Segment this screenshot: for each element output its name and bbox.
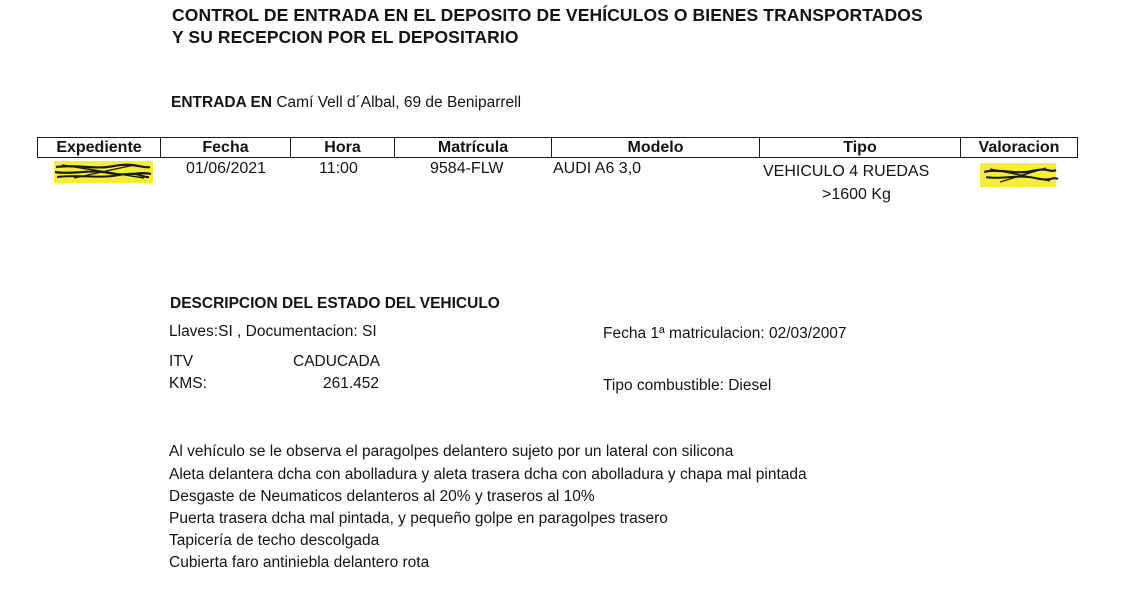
cell-hora: 11:00 [319, 160, 358, 177]
observacion-line: Tapicería de techo descolgada [169, 532, 380, 549]
observacion-line: Puerta trasera dcha mal pintada, y pequeño golpe en paragolpes trasero [169, 510, 668, 527]
entrada-line [171, 94, 521, 112]
header-modelo: Modelo [551, 137, 759, 158]
cell-modelo: AUDI A6 3,0 [553, 160, 642, 177]
observacion-line: Aleta delantera dcha con abolladura y aleta trasera dcha con abolladura y chapa mal pintada [169, 466, 807, 483]
entrada-label: ENTRADA EN [171, 94, 273, 111]
header-matricula: Matrícula [394, 137, 551, 158]
llaves-documentacion: Llaves:SI , Documentacion: SI [169, 323, 377, 340]
header-valoracion: Valoracion [960, 137, 1078, 158]
document-title-line1: CONTROL DE ENTRADA EN EL DEPOSITO DE VEHÍCULOS O BIENES TRANSPORTADOS [172, 5, 923, 25]
header-fecha: Fecha [160, 137, 290, 158]
document-title-line2: Y SU RECEPCION POR EL DEPOSITARIO [172, 27, 519, 47]
itv-value: CADUCADA [293, 353, 380, 370]
estado-title: DESCRIPCION DEL ESTADO DEL VEHICULO [170, 295, 500, 312]
observacion-line: Cubierta faro antiniebla delantero rota [169, 554, 430, 571]
observacion-line: Al vehículo se le observa el paragolpes delantero sujeto por un lateral con silicona [169, 443, 734, 460]
kms-label: KMS: [169, 375, 207, 392]
header-tipo: Tipo [759, 137, 960, 158]
cell-tipo-line2: >1600 Kg [822, 186, 891, 203]
cell-matricula: 9584-FLW [430, 160, 504, 177]
cell-tipo-line1: VEHICULO 4 RUEDAS [763, 163, 930, 180]
tipo-combustible: Tipo combustible: Diesel [603, 377, 772, 394]
cell-fecha: 01/06/2021 [186, 160, 267, 177]
header-hora: Hora [290, 137, 394, 158]
header-expediente: Expediente [37, 137, 160, 158]
redaction-scribble-icon [980, 163, 1060, 187]
redaction-scribble-icon [54, 161, 153, 183]
kms-value: 261.452 [323, 375, 380, 392]
entrada-address: Camí Vell d´Albal, 69 de Beniparrell [276, 94, 522, 111]
fecha-matriculacion: Fecha 1ª matriculacion: 02/03/2007 [603, 325, 847, 342]
observacion-line: Desgaste de Neumaticos delanteros al 20% y traseros al 10% [169, 488, 595, 505]
itv-label: ITV [169, 353, 194, 370]
